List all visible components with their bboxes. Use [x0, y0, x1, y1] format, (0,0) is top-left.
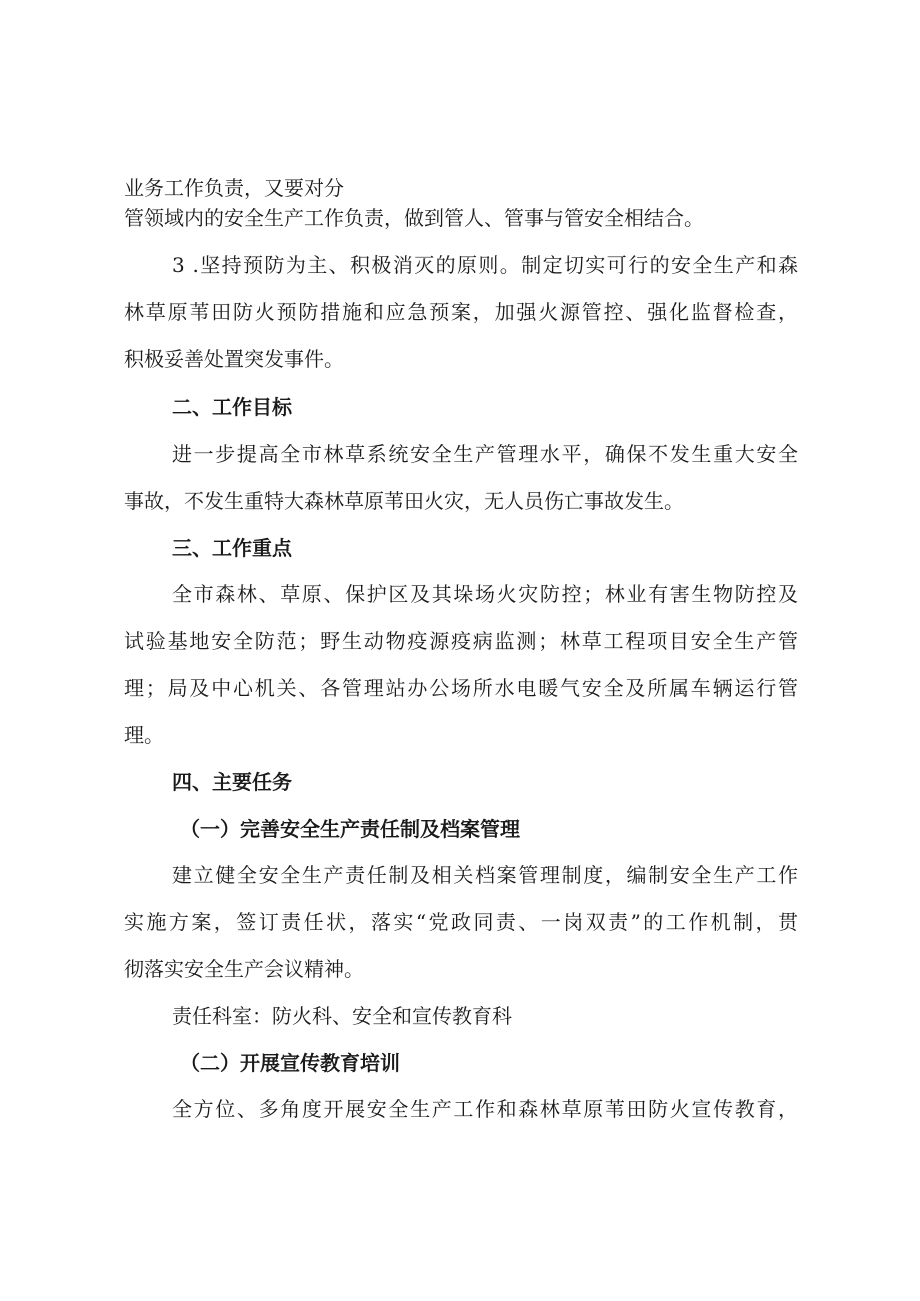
sub-1-heading: （一）完善安全生产责任制及档案管理 [180, 817, 520, 841]
sub-2-line-1: 全方位、多角度开展安全生产工作和森林草原苇田防火宣传教育， [172, 1097, 798, 1121]
sub-2-heading: （二）开展宣传教育培训 [180, 1051, 400, 1075]
section-2-line-1: 进一步提高全市林草系统安全生产管理水平，确保不发生重大安全 [172, 442, 798, 466]
sub-1-line-2: 实施方案，签订责任状，落实“党政同责、一岗双责”的工作机制，贯 [124, 910, 798, 934]
section-3-line-3: 理；局及中心机关、各管理站办公场所水电暖气安全及所属车辆运行管 [124, 676, 798, 700]
principle-3-line-3: 积极妥善处置突发事件。 [124, 347, 344, 371]
principle-3-line-1: 3 .坚持预防为主、积极消灭的原则。制定切实可行的安全生产和森 [172, 253, 798, 277]
section-4-heading: 四、主要任务 [172, 770, 292, 794]
sub-1-line-1: 建立健全安全生产责任制及相关档案管理制度，编制安全生产工作 [172, 863, 798, 887]
section-3-line-1: 全市森林、草原、保护区及其垛场火灾防控；林业有害生物防控及 [172, 582, 798, 606]
sub-1-line-3: 彻落实安全生产会议精神。 [124, 957, 364, 981]
intro-line-1: 业务工作负责，又要对分 [124, 176, 344, 200]
section-2-line-2: 事故，不发生重特大森林草原苇田火灾，无人员伤亡事故发生。 [124, 489, 684, 513]
responsible-department: 责任科室：防火科、安全和宣传教育科 [172, 1004, 512, 1028]
section-3-heading: 三、工作重点 [172, 536, 292, 560]
section-3-line-2: 试验基地安全防范；野生动物疫源疫病监测；林草工程项目安全生产管 [124, 629, 798, 653]
section-2-heading: 二、工作目标 [172, 395, 292, 419]
principle-3-line-2: 林草原苇田防火预防措施和应急预案，加强火源管控、强化监督检查， [124, 300, 798, 324]
intro-line-2: 管领域内的安全生产工作负责，做到管人、管事与管安全相结合。 [124, 206, 704, 230]
section-3-line-4: 理。 [124, 723, 164, 747]
